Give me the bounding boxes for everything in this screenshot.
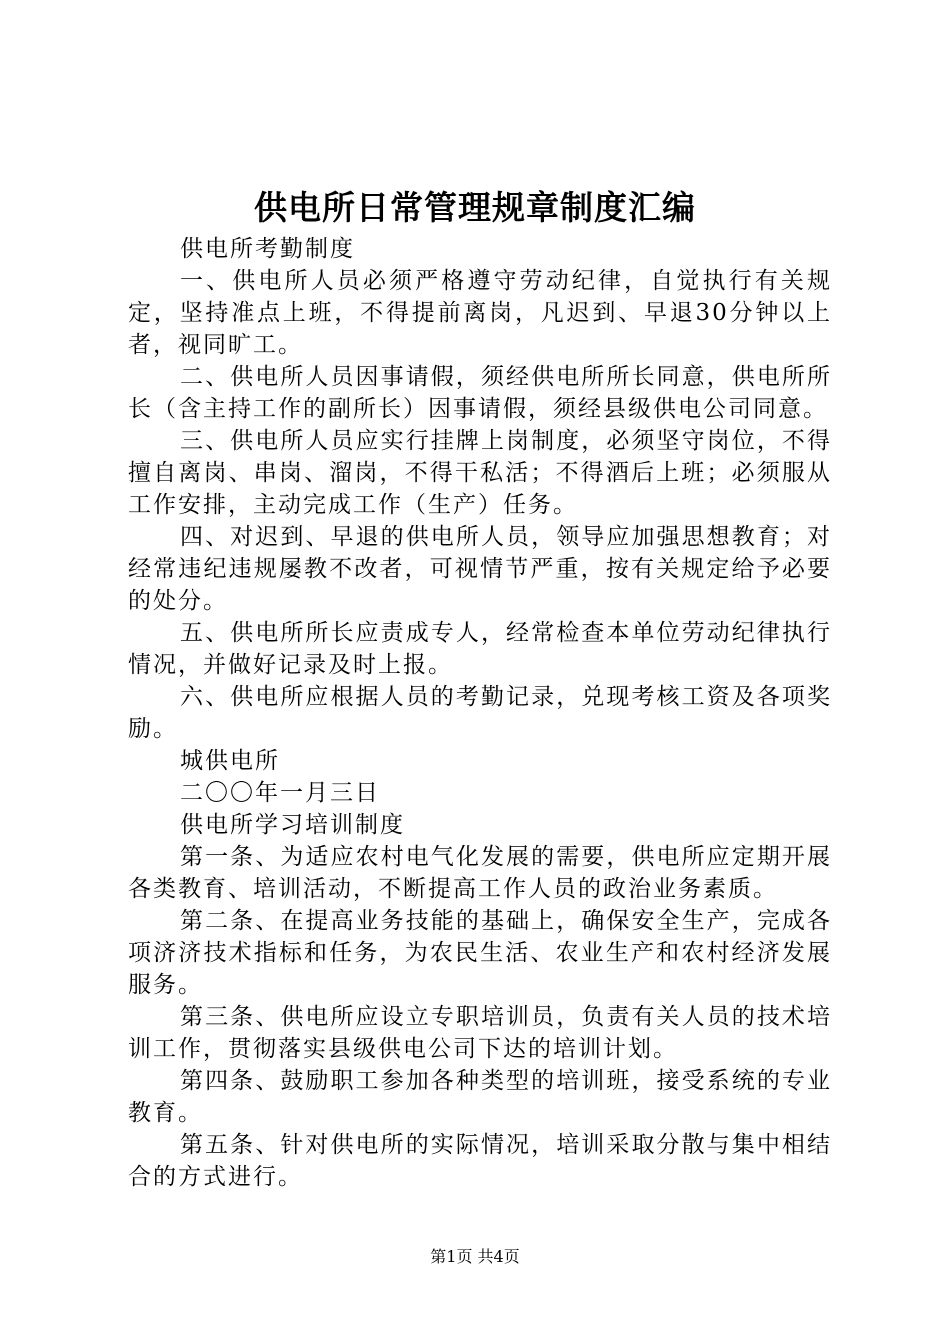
document-title: 供电所日常管理规章制度汇编 bbox=[254, 188, 696, 227]
paragraph: 六、供电所应根据人员的考勤记录，兑现考核工资及各项奖励。 bbox=[128, 684, 832, 742]
paragraph: 三、供电所人员应实行挂牌上岗制度，必须坚守岗位，不得擅自离岗、串岗、溜岗，不得干私活；不得酒后上班；必须服从工作安排，主动完成工作（生产）任务。 bbox=[128, 428, 832, 518]
document-body bbox=[128, 233, 832, 1193]
paragraph: 一、供电所人员必须严格遵守劳动纪律，自觉执行有关规定，坚持准点上班，不得提前离岗，凡迟到、早退30分钟以上者，视同旷工。 bbox=[128, 268, 832, 358]
paragraph: 二、供电所人员因事请假，须经供电所所长同意，供电所所长（含主持工作的副所长）因事请假，须经县级供电公司同意。 bbox=[128, 364, 832, 422]
signature-date: 二〇〇年一月三日 bbox=[180, 780, 380, 806]
paragraph: 第二条、在提高业务技能的基础上，确保安全生产，完成各项济济技术指标和任务，为农民生活、农业生产和农村经济发展服务。 bbox=[128, 908, 832, 998]
signature-organization: 城供电所 bbox=[180, 748, 280, 774]
section-heading-training: 供电所学习培训制度 bbox=[180, 812, 405, 838]
paragraph: 第一条、为适应农村电气化发展的需要，供电所应定期开展各类教育、培训活动，不断提高工作人员的政治业务素质。 bbox=[128, 844, 832, 902]
page-footer: 第1页 共4页 bbox=[430, 1247, 520, 1266]
paragraph: 四、对迟到、早退的供电所人员，领导应加强思想教育；对经常违纪违规屡教不改者，可视情节严重，按有关规定给予必要的处分。 bbox=[128, 524, 832, 614]
paragraph: 第四条、鼓励职工参加各种类型的培训班，接受系统的专业教育。 bbox=[128, 1068, 832, 1126]
paragraph: 第五条、针对供电所的实际情况，培训采取分散与集中相结合的方式进行。 bbox=[128, 1132, 832, 1190]
paragraph: 五、供电所所长应责成专人，经常检查本单位劳动纪律执行情况，并做好记录及时上报。 bbox=[128, 620, 832, 678]
paragraph: 第三条、供电所应设立专职培训员，负责有关人员的技术培训工作，贯彻落实县级供电公司下达的培训计划。 bbox=[128, 1004, 832, 1062]
section-heading-attendance: 供电所考勤制度 bbox=[180, 236, 355, 262]
